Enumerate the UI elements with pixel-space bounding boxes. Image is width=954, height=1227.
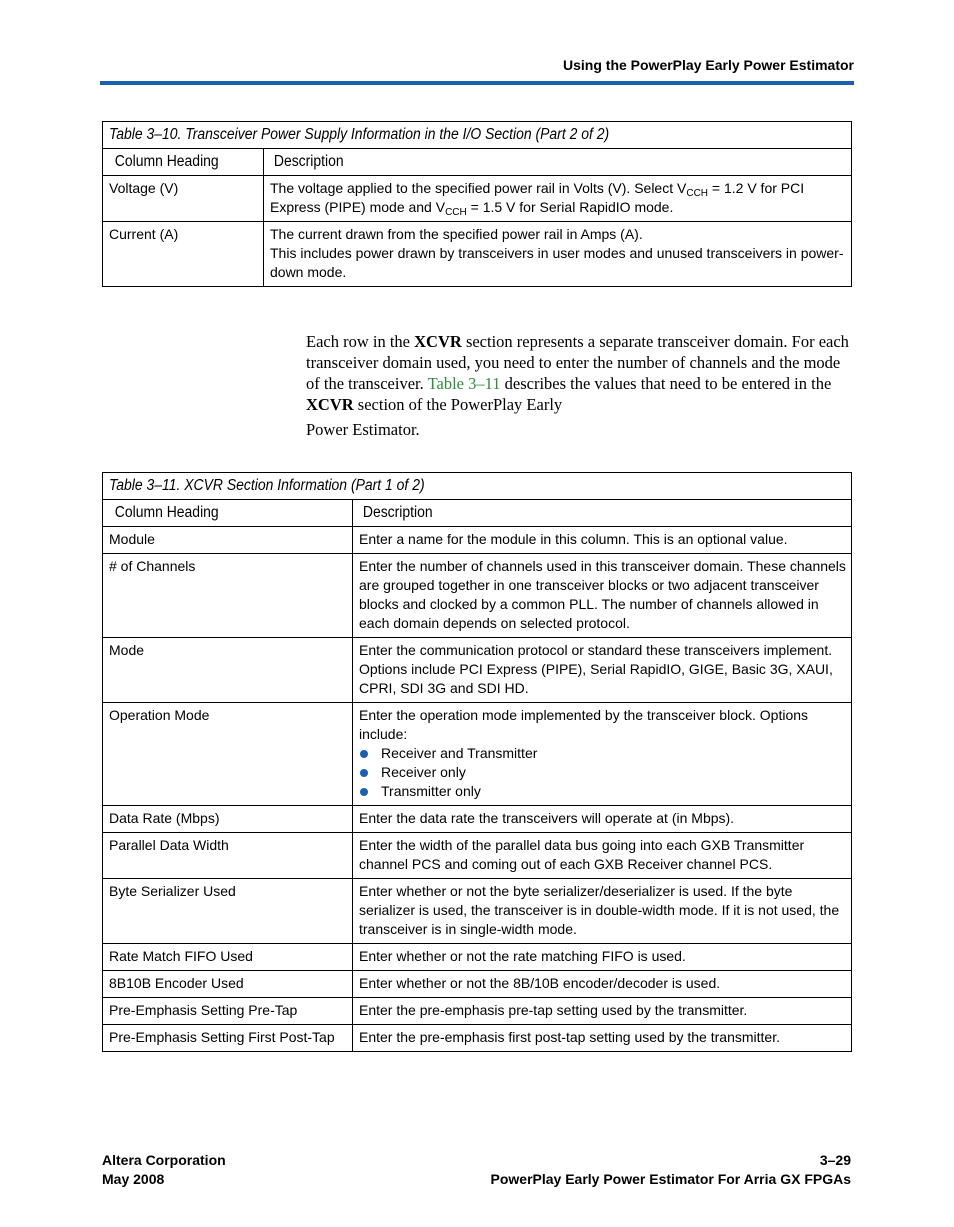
xcvr-term: XCVR — [306, 395, 354, 414]
column-header: Description — [264, 149, 852, 176]
column-header: Column Heading — [103, 500, 353, 527]
body-paragraph: Each row in the XCVR section represents a separate transceiver domain. For each transceiver domain used, you need to enter the number of channels and the mode of the transceiver. Table 3–11 describes the values that need to be entered in the XCVR section of the PowerPlay Early Power Estimator. — [306, 332, 849, 439]
table-header-row — [103, 500, 852, 527]
list-item: Receiver only — [359, 763, 846, 782]
row-description: Enter the communication protocol or standard these transceivers implement. Options include PCI Express (PIPE), Serial RapidIO, GIGE, Basic 3G, XAUI, CPRI, SDI 3G and SDI HD. — [353, 638, 852, 703]
table-row — [103, 971, 852, 998]
page-number: 3–29 — [819, 1152, 851, 1168]
row-heading: Pre-Emphasis Setting First Post-Tap — [103, 1025, 353, 1052]
table-3-10 — [102, 121, 852, 287]
row-description: Enter the operation mode implemented by the transceiver block. Options include: Receiver and Transmitter Receiver only Transmitter only — [353, 703, 852, 806]
table-row — [103, 638, 852, 703]
row-heading: # of Channels — [103, 554, 353, 638]
footer-right — [491, 1151, 852, 1189]
row-heading: Rate Match FIFO Used — [103, 944, 353, 971]
row-description: Enter a name for the module in this column. This is an optional value. — [353, 527, 852, 554]
table-row — [103, 222, 852, 287]
table-row — [103, 554, 852, 638]
table-row — [103, 527, 852, 554]
row-description: Enter the pre-emphasis pre-tap setting used by the transmitter. — [353, 998, 852, 1025]
table-row — [103, 998, 852, 1025]
row-description: Enter the width of the parallel data bus going into each GXB Transmitter channel PCS and coming out of each GXB Receiver channel PCS. — [353, 833, 852, 879]
table-row — [103, 879, 852, 944]
row-description: Enter whether or not the rate matching FIFO is used. — [353, 944, 852, 971]
footer-company: Altera Corporation — [102, 1152, 226, 1168]
row-heading: Voltage (V) — [103, 176, 264, 222]
row-heading: Module — [103, 527, 353, 554]
column-header: Column Heading — [103, 149, 264, 176]
table-caption: Table 3–11. XCVR Section Information (Part 1 of 2) — [103, 473, 852, 500]
footer-date: May 2008 — [102, 1171, 165, 1187]
row-description: Enter whether or not the 8B/10B encoder/decoder is used. — [353, 971, 852, 998]
table-header-row — [103, 149, 852, 176]
row-heading: Mode — [103, 638, 353, 703]
table-row — [103, 176, 852, 222]
row-heading: Parallel Data Width — [103, 833, 353, 879]
row-heading: Data Rate (Mbps) — [103, 806, 353, 833]
row-description: The voltage applied to the specified power rail in Volts (V). Select $V_{CCH} = 1.2$ V for PCI Express (PIPE) mode and $V_{CCH} = 1.5$ V for Serial RapidIO mode. — [264, 176, 852, 222]
row-description: Enter the pre-emphasis first post-tap setting used by the transmitter. — [353, 1025, 852, 1052]
row-description: The current drawn from the specified power rail in Amps (A). This includes power drawn by transceivers in user modes and unused transceivers in power-down mode. — [264, 222, 852, 287]
bullet-list — [359, 744, 846, 801]
row-heading: Current (A) — [103, 222, 264, 287]
table-caption-row — [103, 473, 852, 500]
footer-left — [102, 1151, 226, 1189]
table-row — [103, 833, 852, 879]
header-rule — [100, 81, 854, 85]
table-3-11-link[interactable]: Table 3–11 — [427, 374, 501, 393]
table-row — [103, 944, 852, 971]
row-heading: Byte Serializer Used — [103, 879, 353, 944]
table-3-11 — [102, 472, 852, 1052]
column-header: Description — [353, 500, 852, 527]
table-caption-row — [103, 122, 852, 149]
xcvr-term: XCVR — [414, 332, 462, 351]
table-caption: Table 3–10. Transceiver Power Supply Information in the I/O Section (Part 2 of 2) — [103, 122, 852, 149]
list-item: Receiver and Transmitter — [359, 744, 846, 763]
row-description: Enter the data rate the transceivers will operate at (in Mbps). — [353, 806, 852, 833]
row-heading: Operation Mode — [103, 703, 353, 806]
table-row — [103, 703, 852, 806]
table-row — [103, 1025, 852, 1052]
row-description: Enter the number of channels used in this transceiver domain. These channels are grouped together in one transceiver blocks or two adjacent transceiver blocks and clocked by a common PLL. The number of channels allowed in each domain depends on selected protocol. — [353, 554, 852, 638]
table-row — [103, 806, 852, 833]
running-header: Using the PowerPlay Early Power Estimator — [563, 57, 854, 73]
row-heading: Pre-Emphasis Setting Pre-Tap — [103, 998, 353, 1025]
row-heading: 8B10B Encoder Used — [103, 971, 353, 998]
list-item: Transmitter only — [359, 782, 846, 801]
footer-doc-title: PowerPlay Early Power Estimator For Arria GX FPGAs — [490, 1171, 851, 1187]
row-description: Enter whether or not the byte serializer/deserializer is used. If the byte serializer is used, the transceiver is in double-width mode. If it is not used, the transceiver is in single-width mode. — [353, 879, 852, 944]
